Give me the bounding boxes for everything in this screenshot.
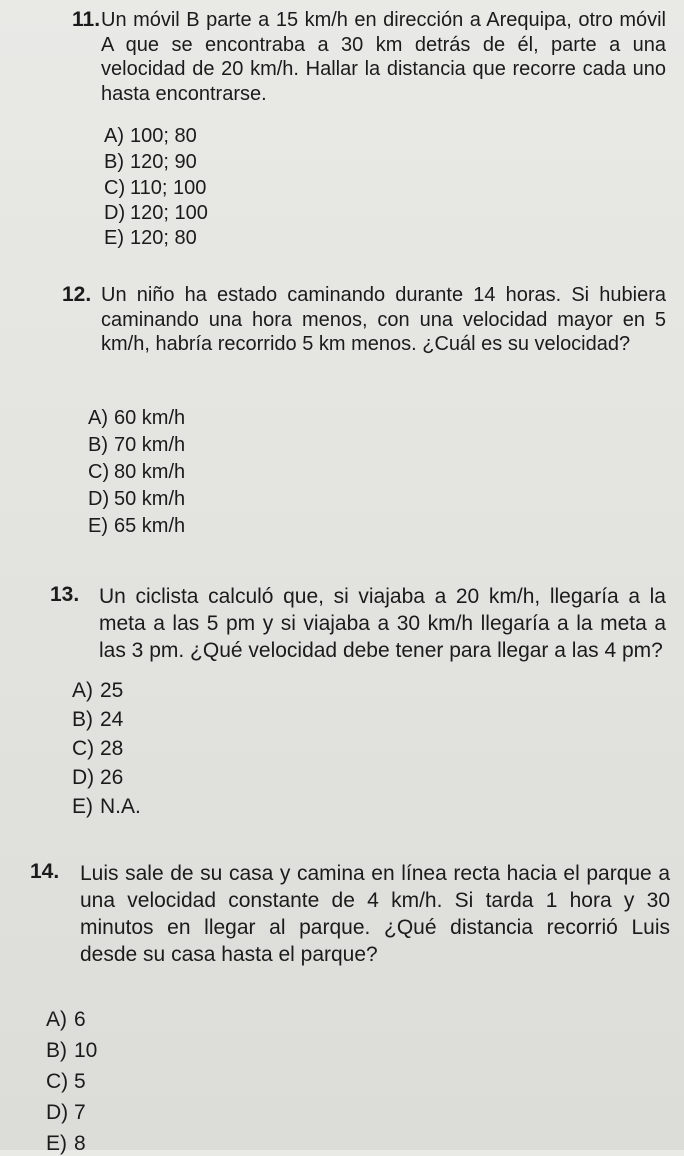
choice-a: A) 25 (72, 679, 124, 702)
problem-number: 14. (30, 860, 60, 883)
choice-c: C) 80 km/h (88, 461, 186, 483)
problem-text: Un móvil B parte a 15 km/h en dirección a Arequipa, otro móvil A que se encontraba a 30 km detrás de él, parte a una velocidad de 20 km/h. Hallar la distancia que recorre cada uno hasta encontrarse. (101, 9, 666, 105)
choice-c: C) 110; 100 (104, 177, 207, 199)
problem-text: Luis sale de su casa y camina en línea recta hacia el parque a una velocidad constante de 4 km/h. Si tarda 1 hora y 30 minutos en llegar al parque. ¿Qué distancia recorrió Luis desde su casa hasta el parque? (80, 862, 670, 966)
problem-number: 13. (50, 583, 80, 606)
choice-e: E) 120; 80 (104, 227, 197, 249)
choice-a: A) 60 km/h (88, 407, 186, 429)
choice-d: D) 7 (46, 1101, 86, 1124)
problem-text: Un niño ha estado caminando durante 14 horas. Si hubiera caminando una hora menos, con una velocidad mayor en 5 km/h, habría recorrido 5 km menos. ¿Cuál es su velocidad? (101, 284, 666, 355)
choice-d: D) 26 (72, 766, 124, 789)
choice-e: E) N.A. (72, 795, 141, 818)
choice-d: D) 50 km/h (88, 488, 186, 510)
choice-b: B) 24 (72, 708, 124, 731)
choice-c: C) 5 (46, 1070, 86, 1093)
choice-d: D) 120; 100 (104, 202, 208, 224)
choice-c: C) 28 (72, 737, 124, 760)
choice-a: A) 100; 80 (104, 125, 197, 147)
problem-number: 12. (62, 283, 92, 306)
choice-b: B) 10 (46, 1039, 98, 1062)
problem-text: Un ciclista calculó que, si viajaba a 20 km/h, llegaría a la meta a las 5 pm y si viajaba a 30 km/h llegaría a la meta a las 3 pm. ¿Qué velocidad debe tener para llegar a las 4 pm? (99, 585, 666, 662)
choice-e: E) 8 (46, 1132, 86, 1155)
choice-b: B) 120; 90 (104, 151, 197, 173)
choice-b: B) 70 km/h (88, 434, 186, 456)
problem-number: 11. (72, 8, 101, 31)
choice-e: E) 65 km/h (88, 515, 186, 537)
choice-a: A) 6 (46, 1008, 86, 1031)
